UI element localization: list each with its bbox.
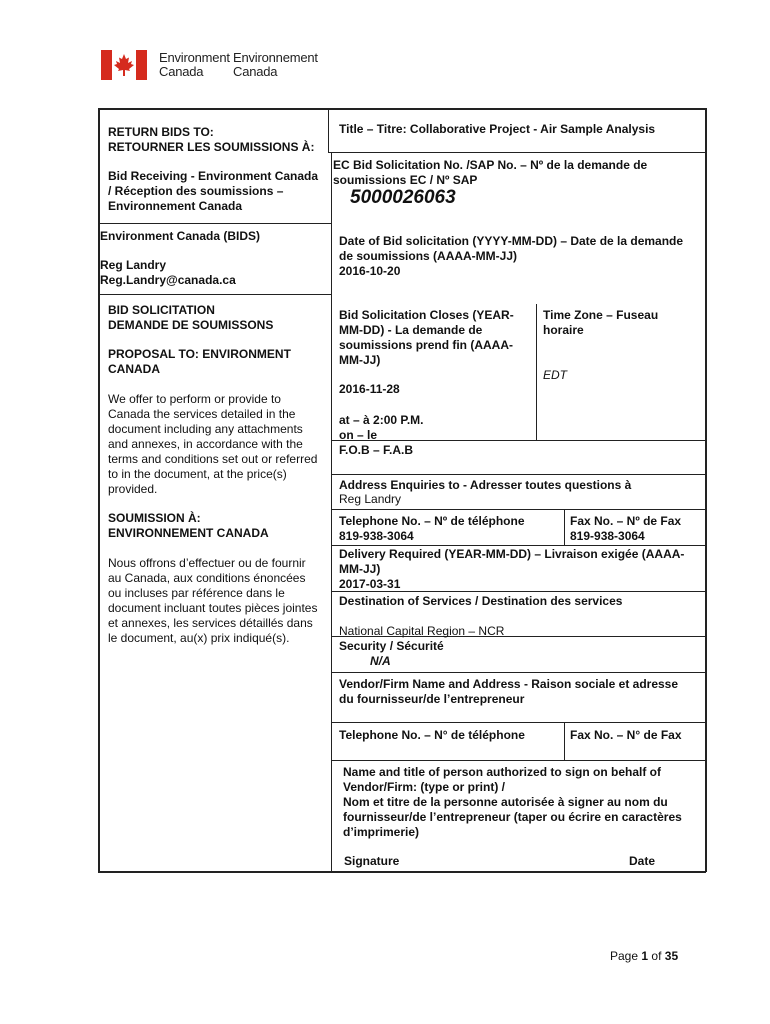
bid-receiving-block — [108, 169, 318, 214]
signature-date-label: Date — [629, 854, 656, 868]
tel-label: Telephone No. – Nº de téléphone — [339, 514, 525, 528]
timezone-label — [543, 308, 658, 338]
offer-en-line: to in the document, at the price(s) — [108, 467, 287, 481]
col-divider-a — [328, 108, 329, 152]
bid-solicitation-heading — [108, 303, 273, 333]
vendor-label-line2: du fournisseur/de l’entrepreneur — [339, 692, 525, 706]
proposal-to-line2: CANADA — [108, 362, 160, 376]
timezone-label-line1: Time Zone – Fuseau — [543, 308, 659, 322]
offer-fr-line: au Canada, aux conditions énoncées — [108, 571, 306, 585]
name-title-line: Nom et titre de la personne autorisée à signer au nom du — [343, 795, 668, 809]
closes-label — [339, 308, 514, 368]
page-prefix: Page — [610, 949, 639, 963]
offer-fr-paragraph — [108, 556, 317, 646]
closes-on: on – le — [339, 428, 378, 442]
col-divider-b — [331, 152, 332, 872]
return-bids-en: RETURN BIDS TO: — [108, 125, 214, 139]
soumission-line1: SOUMISSION À: — [108, 511, 201, 525]
offer-fr-line: document incluant toutes pièces jointes — [108, 601, 318, 615]
soumission-line2: ENVIRONNEMENT CANADA — [108, 526, 269, 540]
page-of: of — [651, 949, 662, 963]
vendor-fax-label: Fax No. – N° de Fax — [570, 728, 682, 742]
offer-en-line: Canada the services detailed in the — [108, 407, 296, 421]
rdiv-tel — [331, 509, 706, 510]
name-title-block — [343, 765, 682, 840]
name-title-line: fournisseur/de l’entrepreneur (taper ou écrire en caractères — [343, 810, 682, 824]
closes-date: 2016-11-28 — [339, 382, 400, 396]
offer-en-line: provided. — [108, 482, 158, 496]
closes-time-block — [339, 413, 424, 443]
address-block — [100, 229, 260, 288]
rdiv-title — [328, 152, 706, 153]
solicitation-number: 5000026063 — [350, 187, 456, 208]
closes-time: at – à 2:00 P.M. — [339, 413, 424, 427]
delivery-label-line1: Delivery Required (YEAR-MM-DD) – Livraison exigée (AAAA- — [339, 547, 685, 561]
bid-receiving-line2: / Réception des soumissions – — [108, 184, 284, 198]
signature-label: Signature — [344, 854, 400, 868]
fax-label: Fax No. – Nº de Fax — [570, 514, 682, 528]
rdiv-delivery — [331, 545, 706, 546]
left-divider-1 — [98, 223, 332, 224]
security-label: Security / Sécurité — [339, 639, 444, 653]
closes-label-line: Bid Solicitation Closes (YEAR- — [339, 308, 514, 322]
closes-label-line: MM-JJ) — [339, 353, 381, 367]
offer-en-line: We offer to perform or provide to — [108, 392, 281, 406]
vendor-tel-label: Telephone No. – N° de téléphone — [339, 728, 525, 742]
proposal-to-line1: PROPOSAL TO: ENVIRONMENT — [108, 347, 291, 361]
rdiv-enquiries — [331, 474, 706, 475]
vsplit-vendor-tel — [564, 722, 565, 760]
offer-en-line: document including any attachments — [108, 422, 303, 436]
solicitation-label-line2: soumissions EC / Nº SAP — [333, 173, 478, 187]
offer-fr-line: et annexes, les services détaillés dans — [108, 616, 313, 630]
title-field: Title – Titre: Collaborative Project - Air Sample Analysis — [339, 122, 656, 136]
vendor-block — [339, 677, 678, 707]
dept-name-en — [159, 51, 230, 79]
proposal-to-heading — [108, 347, 291, 377]
address-line1: Environment Canada (BIDS) — [100, 229, 261, 243]
offer-en-line: terms and conditions set out or referred — [108, 452, 318, 466]
bid-receiving-line3: Environnement Canada — [108, 199, 243, 213]
page-current: 1 — [641, 949, 649, 963]
fax-value: 819-938-3064 — [570, 529, 645, 543]
closes-label-line: MM-DD) - La demande de — [339, 323, 483, 337]
destination-value: National Capital Region – NCR — [339, 624, 505, 638]
canada-flag-logo — [101, 50, 147, 80]
enquiries-name: Reg Landry — [339, 492, 402, 506]
left-divider-2 — [98, 294, 332, 295]
frame-bottom — [98, 871, 706, 873]
return-bids-fr: RETOURNER LES SOUMISSIONS À: — [108, 140, 315, 154]
closes-label-line: soumissions prend fin (AAAA- — [339, 338, 514, 352]
vsplit-tel — [564, 509, 565, 545]
timezone-label-line2: horaire — [543, 323, 584, 337]
solicitation-label-line1: EC Bid Solicitation No. /SAP No. – Nº de la demande de — [333, 158, 648, 172]
page-total: 35 — [664, 949, 679, 963]
name-title-line: d’imprimerie) — [343, 825, 420, 839]
delivery-block — [339, 547, 684, 592]
offer-fr-line: ou incluses par référence dans le — [108, 586, 285, 600]
return-bids-block — [108, 125, 314, 155]
offer-en-paragraph — [108, 392, 317, 497]
rdiv-name-title — [331, 760, 706, 761]
tel-value: 819-938-3064 — [339, 529, 414, 543]
delivery-value: 2017-03-31 — [339, 577, 401, 591]
dept-en-line2: Canada — [159, 64, 204, 79]
vsplit-closes — [536, 304, 537, 440]
fax-block — [570, 514, 681, 544]
bid-solicitation-en: BID SOLICITATION — [108, 303, 215, 317]
page-number — [610, 949, 678, 963]
dept-name-fr — [233, 51, 318, 79]
soumission-heading — [108, 511, 269, 541]
vendor-label-line1: Vendor/Firm Name and Address - Raison sociale et adresse — [339, 677, 679, 691]
delivery-label-line2: MM-JJ) — [339, 562, 381, 576]
bid-date-label-line2: de soumissions (AAAA-MM-JJ) — [339, 249, 518, 263]
enquiries-label: Address Enquiries to - Adresser toutes questions à — [339, 478, 632, 492]
timezone-value: EDT — [543, 368, 567, 382]
offer-fr-line: Nous offrons d’effectuer ou de fournir — [108, 556, 306, 570]
bid-date-block — [339, 234, 683, 279]
bid-date-label-line1: Date of Bid solicitation (YYYY-MM-DD) – Date de la demande — [339, 234, 684, 248]
dept-fr-line2: Canada — [233, 64, 278, 79]
contact-name: Reg Landry — [100, 258, 167, 272]
dept-en-line1: Environment — [159, 50, 230, 65]
rdiv-vendor — [331, 672, 706, 673]
security-value: N/A — [370, 654, 391, 668]
frame-right — [705, 108, 707, 872]
bid-date-value: 2016-10-20 — [339, 264, 401, 278]
bid-receiving-line1: Bid Receiving - Environment Canada — [108, 169, 319, 183]
dept-fr-line1: Environnement — [233, 50, 318, 65]
fob-field: F.O.B – F.A.B — [339, 443, 414, 457]
destination-label: Destination of Services / Destination des services — [339, 594, 623, 608]
solicitation-label — [333, 158, 647, 188]
rdiv-vendor-tel — [331, 722, 706, 723]
tel-block — [339, 514, 525, 544]
offer-en-line: and annexes, in accordance with the — [108, 437, 303, 451]
offer-fr-line: le document, au(x) prix indiqué(s). — [108, 631, 290, 645]
frame-top — [98, 108, 706, 110]
name-title-line: Name and title of person authorized to sign on behalf of — [343, 765, 662, 779]
contact-email[interactable]: Reg.Landry@canada.ca — [100, 273, 236, 287]
bid-solicitation-fr: DEMANDE DE SOUMISSONS — [108, 318, 274, 332]
name-title-line: Vendor/Firm: (type or print) / — [343, 780, 506, 794]
